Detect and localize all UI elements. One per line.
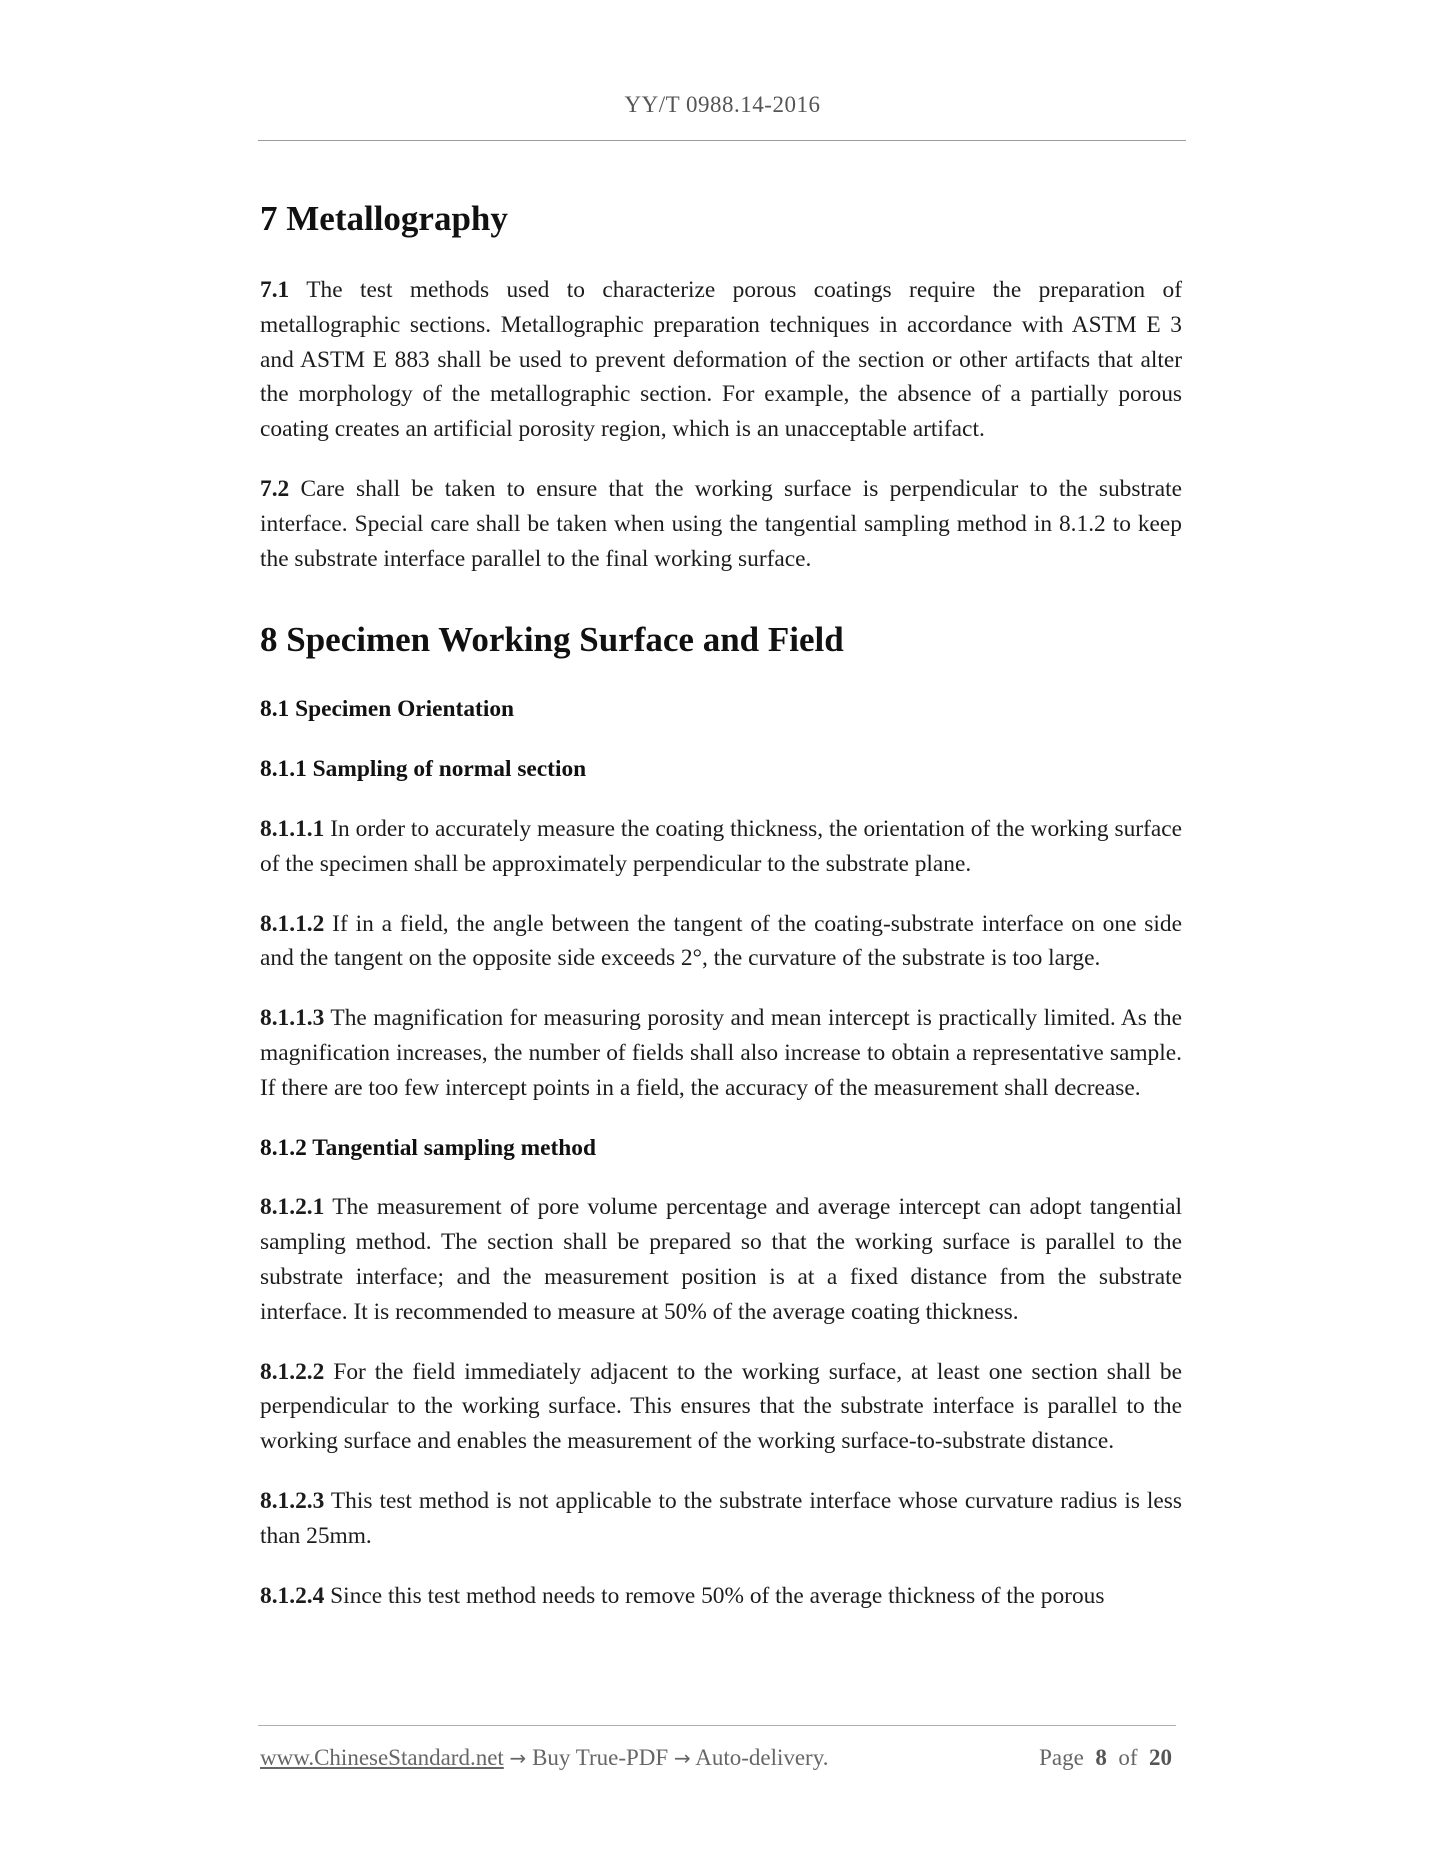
clause-number: 8.1.2.2 [260,1358,325,1385]
clause-text: For the field immediately adjacent to the working surface, at least one section shall be perpendicular to the working surface. This ensures that the substrate interface is parallel to the working surface and enables the measurement of the working surface-to-substrate distance. [260,1358,1182,1455]
arrow-right-icon: → [509,1746,527,1770]
paragraph-7-1 [260,273,1182,447]
total-pages: 20 [1149,1745,1172,1770]
paragraph-8-1-2-4 [260,1579,1182,1614]
footer-divider [258,1725,1176,1726]
page-number [1039,1742,1172,1774]
clause-text: In order to accurately measure the coating thickness, the orientation of the working surface of the specimen shall be approximately perpendicular to the substrate plane. [260,815,1182,877]
page-content [260,190,1182,1613]
clause-number: 8.1.2.3 [260,1487,325,1514]
document-code-header: YY/T 0988.14-2016 [624,92,821,117]
clause-text: The magnification for measuring porosity and mean intercept is practically limited. As the magnification increases, the number of fields shall also increase to obtain a representative sample. If there are too few intercept points in a field, the accuracy of the measurement shall decrease. [260,1005,1182,1101]
paragraph-7-2 [260,472,1182,576]
chinese-standard-link[interactable]: www.ChineseStandard.net [260,1745,504,1770]
subsection-8-1-2-heading: 8.1.2 Tangential sampling method [260,1134,596,1161]
header-divider [258,140,1186,141]
clause-text: This test method is not applicable to the substrate interface whose curvature radius is less than 25mm. [260,1487,1182,1549]
clause-number: 8.1.2.4 [260,1582,325,1609]
paragraph-8-1-1-2 [260,907,1182,977]
clause-text: The test methods used to characterize porous coatings require the preparation of metallographic sections. Metallographic preparation techniques in accordance with ASTM E 3 and ASTM E 883 shall be used to prevent deformation of the section or other artifacts that alter the morphology of the metallographic section. For example, the absence of a partially porous coating creates an artificial porosity region, which is an unacceptable artifact. [260,277,1182,443]
paragraph-8-1-2-3 [260,1484,1182,1554]
subsection-8-1-heading: 8.1 Specimen Orientation [260,696,515,723]
clause-number: 8.1.1.2 [260,910,325,937]
subsection-8-1-1-heading: 8.1.1 Sampling of normal section [260,756,587,783]
footer-promo [260,1742,828,1774]
clause-text: Care shall be taken to ensure that the working surface is perpendicular to the substrate interface. Special care shall be taken when using the tangential sampling method in 8.1.2 to keep the substrate interface parallel to the final working surface. [260,475,1182,572]
auto-delivery-text: Auto-delivery. [695,1745,829,1770]
clause-number: 7.2 [260,475,290,502]
section-8-heading: 8 Specimen Working Surface and Field [260,620,844,660]
paragraph-8-1-2-2 [260,1355,1182,1459]
buy-true-pdf-text: Buy True-PDF [532,1745,669,1770]
current-page: 8 [1095,1745,1107,1770]
paragraph-8-1-2-1 [260,1190,1182,1329]
paragraph-8-1-1-1 [260,812,1182,882]
clause-number: 8.1.2.1 [260,1194,325,1221]
section-7-heading: 7 Metallography [260,199,508,238]
of-label: of [1118,1745,1138,1770]
clause-text: The measurement of pore volume percentage and average intercept can adopt tangential sampling method. The section shall be prepared so that the working surface is parallel to the substrate interface; and the measurement position is at a fixed distance from the substrate interface. It is recommended to measure at 50% of the average coating thickness. [260,1194,1182,1325]
clause-number: 7.1 [260,277,290,303]
clause-number: 8.1.1.1 [260,815,325,842]
page-label: Page [1039,1745,1084,1770]
clause-text: Since this test method needs to remove 50% of the average thickness of the porous [324,1582,1105,1609]
arrow-right-icon: → [673,1746,691,1770]
clause-number: 8.1.1.3 [260,1005,325,1032]
clause-text: If in a field, the angle between the tangent of the coating-substrate interface on one side and the tangent on the opposite side exceeds 2°, the curvature of the substrate is too large. [260,910,1182,972]
paragraph-8-1-1-3 [260,1001,1182,1105]
